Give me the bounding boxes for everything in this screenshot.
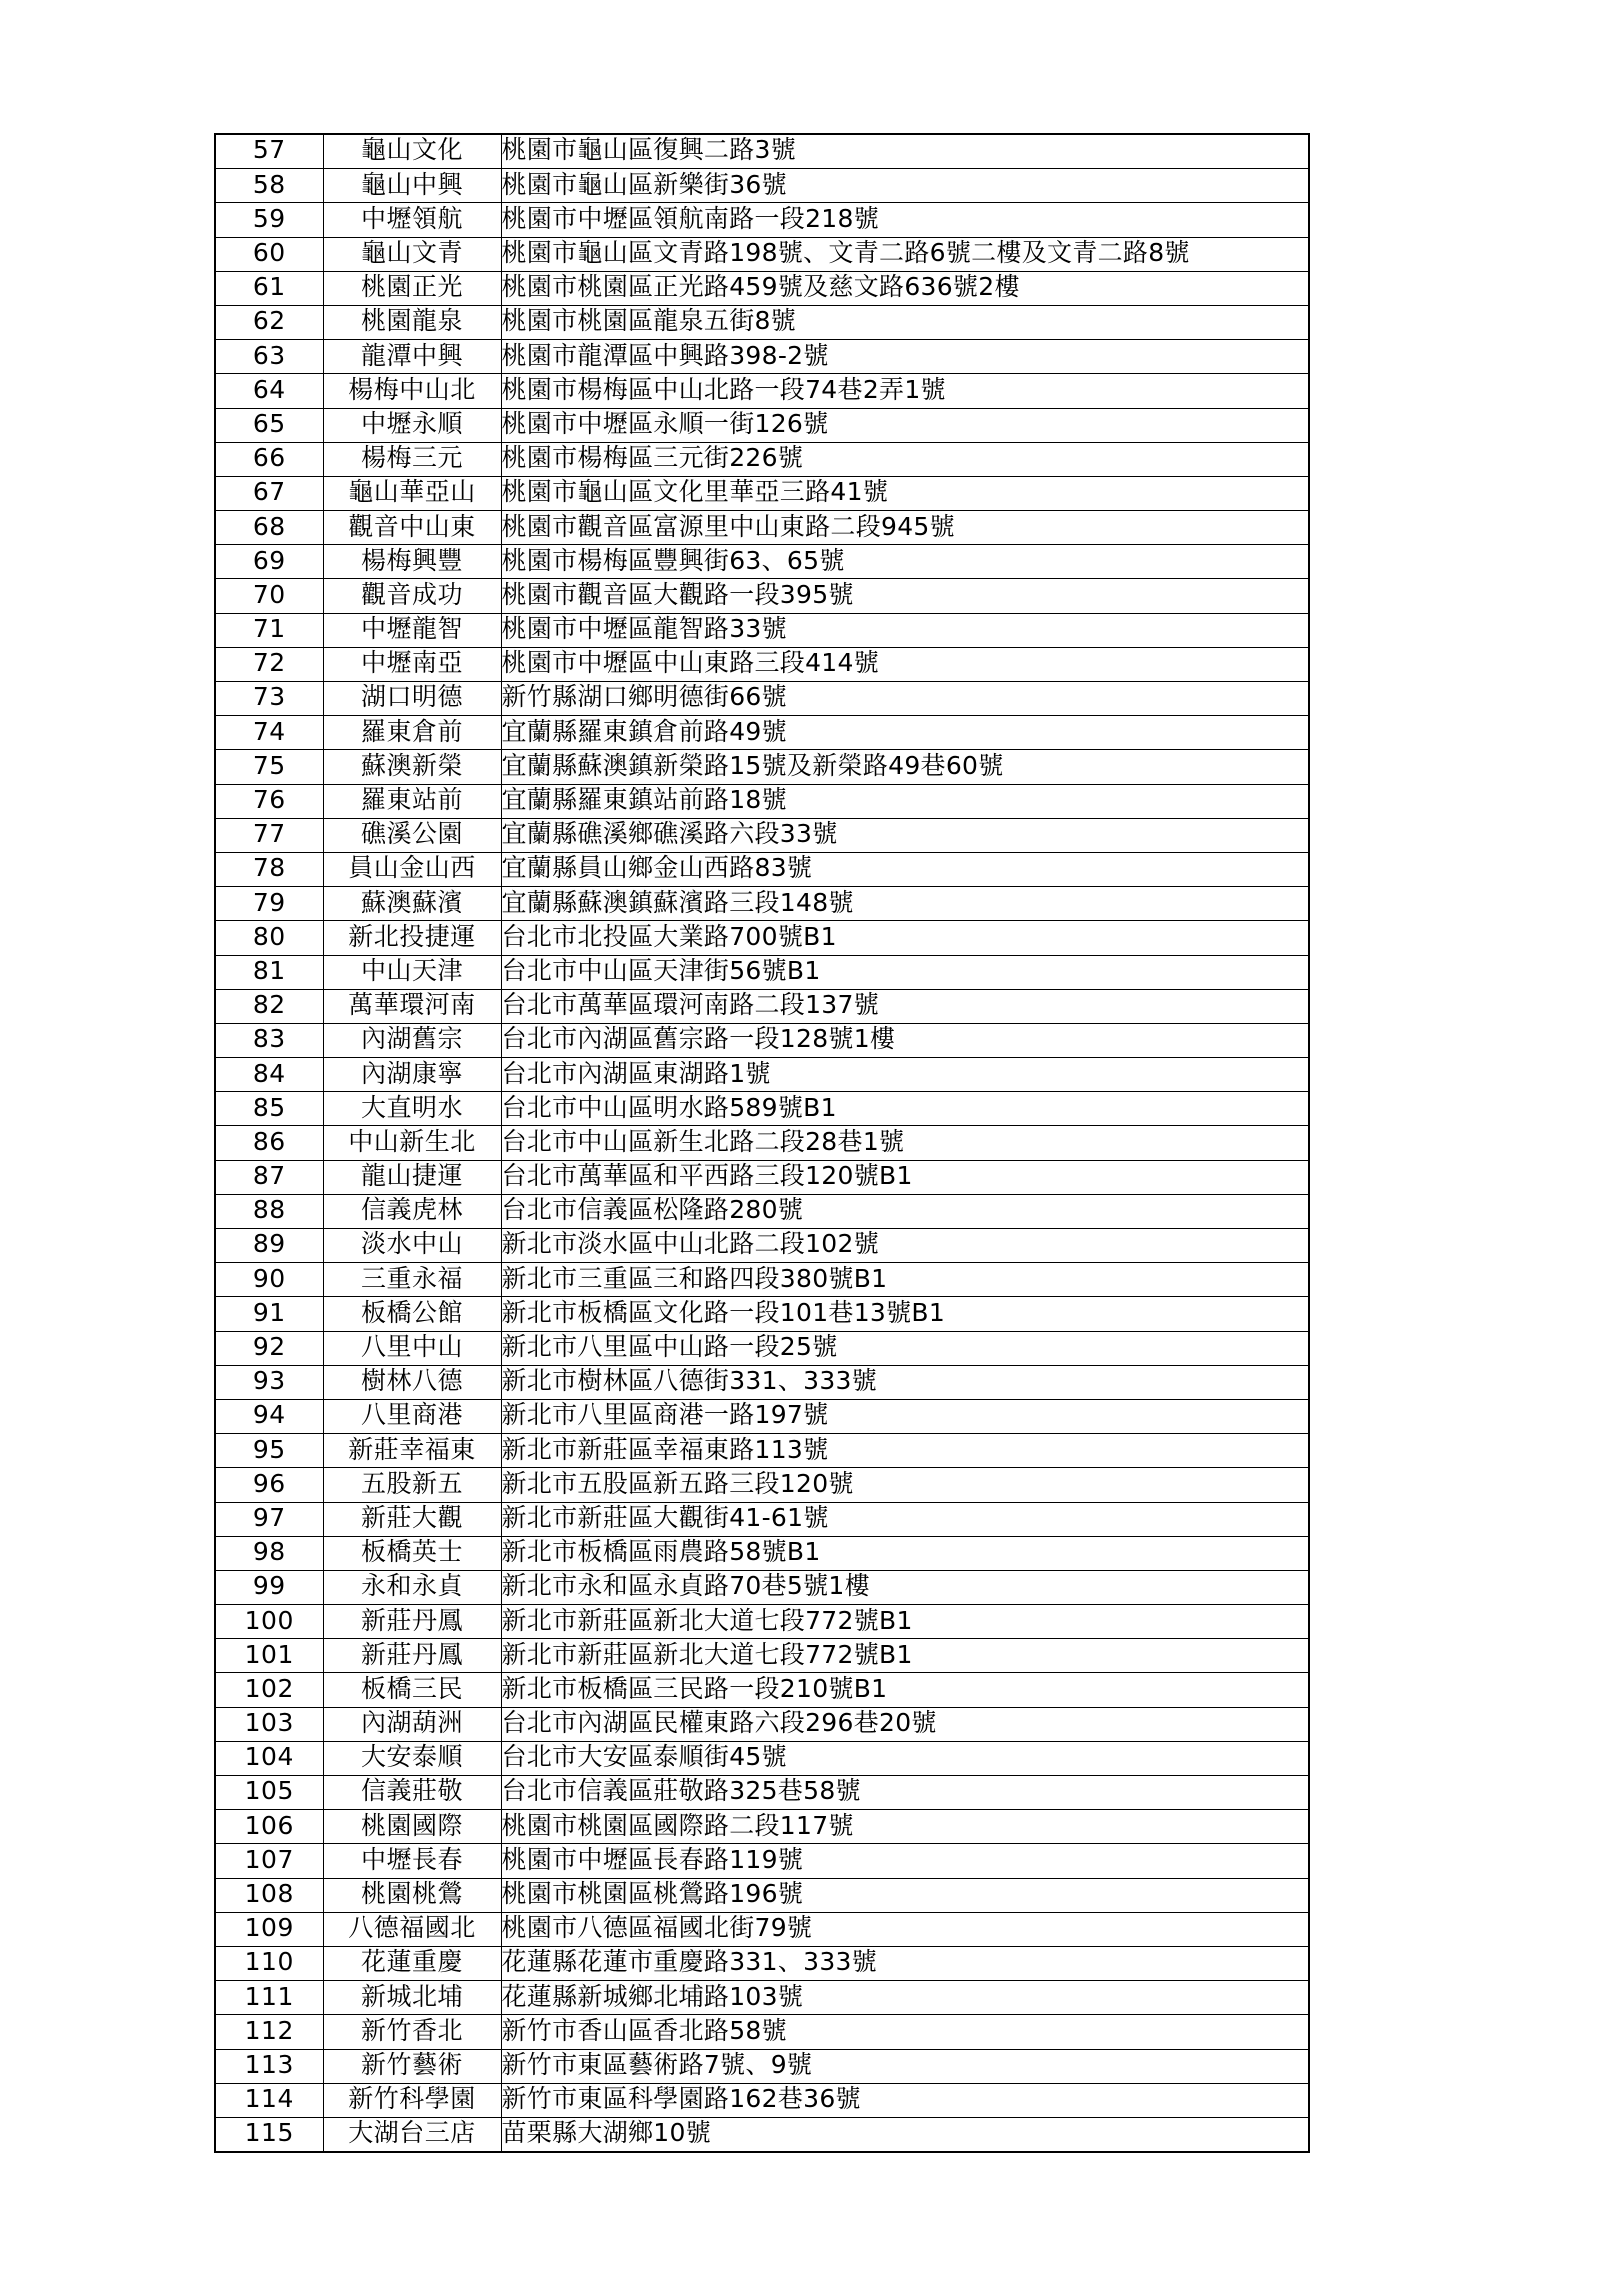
- table-row: [215, 955, 1309, 989]
- store-address-cell: 新北市五股區新五路三段120號: [501, 1468, 1309, 1502]
- table-row: [215, 1707, 1309, 1741]
- store-address-cell: 宜蘭縣羅東鎮站前路18號: [501, 784, 1309, 818]
- store-address-cell: 新北市新莊區大觀街41-61號: [501, 1502, 1309, 1536]
- store-name-cell: 龜山文化: [323, 134, 501, 169]
- store-address-cell: 花蓮縣花蓮市重慶路331、333號: [501, 1946, 1309, 1980]
- store-address-cell: 桃園市楊梅區中山北路一段74巷2弄1號: [501, 374, 1309, 408]
- table-row: [215, 1297, 1309, 1331]
- store-address-cell: 桃園市龜山區文青路198號、文青二路6號二樓及文青二路8號: [501, 237, 1309, 271]
- row-number-cell: 104: [215, 1741, 323, 1775]
- table-row: [215, 1160, 1309, 1194]
- store-address-cell: 新竹市香山區香北路58號: [501, 2015, 1309, 2049]
- table-row: [215, 1844, 1309, 1878]
- row-number-cell: 86: [215, 1126, 323, 1160]
- store-name-cell: 大直明水: [323, 1092, 501, 1126]
- store-name-cell: 內湖舊宗: [323, 1023, 501, 1057]
- row-number-cell: 91: [215, 1297, 323, 1331]
- store-address-cell: 宜蘭縣礁溪鄉礁溪路六段33號: [501, 818, 1309, 852]
- store-name-cell: 淡水中山: [323, 1229, 501, 1263]
- table-row: [215, 305, 1309, 339]
- table-row: [215, 1946, 1309, 1980]
- row-number-cell: 84: [215, 1058, 323, 1092]
- store-name-cell: 蘇澳蘇濱: [323, 887, 501, 921]
- table-row: [215, 1126, 1309, 1160]
- store-address-cell: 桃園市觀音區富源里中山東路二段945號: [501, 511, 1309, 545]
- store-address-cell: 台北市內湖區舊宗路一段128號1樓: [501, 1023, 1309, 1057]
- table-row: [215, 1229, 1309, 1263]
- store-name-cell: 中壢領航: [323, 203, 501, 237]
- store-address-cell: 台北市內湖區民權東路六段296巷20號: [501, 1707, 1309, 1741]
- table-row: [215, 716, 1309, 750]
- store-address-cell: 桃園市中壢區中山東路三段414號: [501, 647, 1309, 681]
- table-row: [215, 887, 1309, 921]
- store-name-cell: 內湖康寧: [323, 1058, 501, 1092]
- row-number-cell: 60: [215, 237, 323, 271]
- store-name-cell: 桃園國際: [323, 1810, 501, 1844]
- table-row: [215, 682, 1309, 716]
- store-name-cell: 大安泰順: [323, 1741, 501, 1775]
- row-number-cell: 107: [215, 1844, 323, 1878]
- store-address-cell: 新北市八里區商港一路197號: [501, 1399, 1309, 1433]
- store-address-cell: 台北市大安區泰順街45號: [501, 1741, 1309, 1775]
- row-number-cell: 71: [215, 613, 323, 647]
- store-name-cell: 員山金山西: [323, 852, 501, 886]
- row-number-cell: 103: [215, 1707, 323, 1741]
- table-row: [215, 134, 1309, 169]
- store-address-cell: 宜蘭縣蘇澳鎮新榮路15號及新榮路49巷60號: [501, 750, 1309, 784]
- store-name-cell: 八德福國北: [323, 1912, 501, 1946]
- store-name-cell: 八里商港: [323, 1399, 501, 1433]
- row-number-cell: 89: [215, 1229, 323, 1263]
- store-name-cell: 新城北埔: [323, 1981, 501, 2015]
- table-row: [215, 1536, 1309, 1570]
- row-number-cell: 70: [215, 579, 323, 613]
- row-number-cell: 88: [215, 1194, 323, 1228]
- table-row: [215, 613, 1309, 647]
- store-name-cell: 龜山文青: [323, 237, 501, 271]
- row-number-cell: 97: [215, 1502, 323, 1536]
- store-table-body: [215, 134, 1309, 2152]
- store-address-cell: 桃園市龜山區新樂街36號: [501, 169, 1309, 203]
- table-row: [215, 340, 1309, 374]
- row-number-cell: 111: [215, 1981, 323, 2015]
- store-address-cell: 新北市板橋區三民路一段210號B1: [501, 1673, 1309, 1707]
- table-row: [215, 2049, 1309, 2083]
- store-name-cell: 龍潭中興: [323, 340, 501, 374]
- store-address-cell: 花蓮縣新城鄉北埔路103號: [501, 1981, 1309, 2015]
- store-address-cell: 新北市新莊區新北大道七段772號B1: [501, 1605, 1309, 1639]
- store-address-cell: 台北市中山區新生北路二段28巷1號: [501, 1126, 1309, 1160]
- table-row: [215, 1092, 1309, 1126]
- store-name-cell: 新莊幸福東: [323, 1434, 501, 1468]
- store-address-cell: 台北市北投區大業路700號B1: [501, 921, 1309, 955]
- row-number-cell: 64: [215, 374, 323, 408]
- row-number-cell: 81: [215, 955, 323, 989]
- row-number-cell: 76: [215, 784, 323, 818]
- store-address-cell: 桃園市桃園區桃鶯路196號: [501, 1878, 1309, 1912]
- store-address-cell: 新北市新莊區新北大道七段772號B1: [501, 1639, 1309, 1673]
- store-name-cell: 信義虎林: [323, 1194, 501, 1228]
- row-number-cell: 93: [215, 1365, 323, 1399]
- store-name-cell: 湖口明德: [323, 682, 501, 716]
- store-address-cell: 新北市樹林區八德街331、333號: [501, 1365, 1309, 1399]
- row-number-cell: 94: [215, 1399, 323, 1433]
- table-row: [215, 1810, 1309, 1844]
- table-row: [215, 921, 1309, 955]
- table-row: [215, 1912, 1309, 1946]
- table-row: [215, 989, 1309, 1023]
- table-row: [215, 2015, 1309, 2049]
- store-address-cell: 台北市中山區天津街56號B1: [501, 955, 1309, 989]
- table-row: [215, 647, 1309, 681]
- table-row: [215, 374, 1309, 408]
- store-name-cell: 八里中山: [323, 1331, 501, 1365]
- store-address-cell: 宜蘭縣蘇澳鎮蘇濱路三段148號: [501, 887, 1309, 921]
- table-row: [215, 1776, 1309, 1810]
- table-row: [215, 545, 1309, 579]
- store-address-cell: 新北市板橋區雨農路58號B1: [501, 1536, 1309, 1570]
- store-name-cell: 永和永貞: [323, 1570, 501, 1604]
- store-name-cell: 龜山中興: [323, 169, 501, 203]
- row-number-cell: 68: [215, 511, 323, 545]
- store-address-cell: 台北市信義區莊敬路325巷58號: [501, 1776, 1309, 1810]
- store-address-cell: 桃園市龜山區復興二路3號: [501, 134, 1309, 169]
- store-name-cell: 中壢永順: [323, 408, 501, 442]
- row-number-cell: 99: [215, 1570, 323, 1604]
- table-row: [215, 750, 1309, 784]
- store-address-cell: 桃園市中壢區領航南路一段218號: [501, 203, 1309, 237]
- store-address-cell: 台北市萬華區環河南路二段137號: [501, 989, 1309, 1023]
- row-number-cell: 75: [215, 750, 323, 784]
- table-row: [215, 1981, 1309, 2015]
- store-address-cell: 桃園市八德區福國北街79號: [501, 1912, 1309, 1946]
- row-number-cell: 106: [215, 1810, 323, 1844]
- store-address-cell: 桃園市龍潭區中興路398-2號: [501, 340, 1309, 374]
- table-row: [215, 1673, 1309, 1707]
- row-number-cell: 82: [215, 989, 323, 1023]
- table-row: [215, 579, 1309, 613]
- store-address-cell: 宜蘭縣羅東鎮倉前路49號: [501, 716, 1309, 750]
- store-name-cell: 萬華環河南: [323, 989, 501, 1023]
- store-address-cell: 桃園市觀音區大觀路一段395號: [501, 579, 1309, 613]
- store-address-cell: 新北市八里區中山路一段25號: [501, 1331, 1309, 1365]
- store-name-cell: 中壢長春: [323, 1844, 501, 1878]
- store-address-cell: 桃園市桃園區國際路二段117號: [501, 1810, 1309, 1844]
- table-row: [215, 1331, 1309, 1365]
- store-name-cell: 礁溪公園: [323, 818, 501, 852]
- row-number-cell: 78: [215, 852, 323, 886]
- store-address-cell: 桃園市中壢區永順一街126號: [501, 408, 1309, 442]
- row-number-cell: 83: [215, 1023, 323, 1057]
- row-number-cell: 102: [215, 1673, 323, 1707]
- store-address-cell: 新北市板橋區文化路一段101巷13號B1: [501, 1297, 1309, 1331]
- table-row: [215, 1194, 1309, 1228]
- table-row: [215, 1058, 1309, 1092]
- store-address-cell: 桃園市中壢區長春路119號: [501, 1844, 1309, 1878]
- store-name-cell: 中壢龍智: [323, 613, 501, 647]
- store-address-cell: 新竹市東區藝術路7號、9號: [501, 2049, 1309, 2083]
- store-name-cell: 觀音成功: [323, 579, 501, 613]
- store-address-cell: 新竹市東區科學園路162巷36號: [501, 2083, 1309, 2117]
- row-number-cell: 114: [215, 2083, 323, 2117]
- row-number-cell: 109: [215, 1912, 323, 1946]
- table-row: [215, 408, 1309, 442]
- table-row: [215, 1741, 1309, 1775]
- store-address-cell: 新北市淡水區中山北路二段102號: [501, 1229, 1309, 1263]
- row-number-cell: 77: [215, 818, 323, 852]
- table-row: [215, 169, 1309, 203]
- store-name-cell: 花蓮重慶: [323, 1946, 501, 1980]
- store-name-cell: 桃園龍泉: [323, 305, 501, 339]
- store-address-cell: 苗栗縣大湖鄉10號: [501, 2117, 1309, 2152]
- row-number-cell: 90: [215, 1263, 323, 1297]
- store-address-cell: 台北市萬華區和平西路三段120號B1: [501, 1160, 1309, 1194]
- store-name-cell: 板橋公館: [323, 1297, 501, 1331]
- table-row: [215, 1365, 1309, 1399]
- store-address-cell: 台北市中山區明水路589號B1: [501, 1092, 1309, 1126]
- table-row: [215, 203, 1309, 237]
- store-address-cell: 桃園市楊梅區豐興街63、65號: [501, 545, 1309, 579]
- row-number-cell: 61: [215, 271, 323, 305]
- table-row: [215, 237, 1309, 271]
- store-address-cell: 台北市內湖區東湖路1號: [501, 1058, 1309, 1092]
- table-row: [215, 1878, 1309, 1912]
- store-address-cell: 桃園市桃園區正光路459號及慈文路636號2樓: [501, 271, 1309, 305]
- row-number-cell: 87: [215, 1160, 323, 1194]
- row-number-cell: 74: [215, 716, 323, 750]
- table-row: [215, 852, 1309, 886]
- store-name-cell: 板橋三民: [323, 1673, 501, 1707]
- store-name-cell: 新北投捷運: [323, 921, 501, 955]
- row-number-cell: 58: [215, 169, 323, 203]
- table-row: [215, 442, 1309, 476]
- store-address-cell: 桃園市桃園區龍泉五街8號: [501, 305, 1309, 339]
- store-address-cell: 桃園市龜山區文化里華亞三路41號: [501, 476, 1309, 510]
- store-name-cell: 中山新生北: [323, 1126, 501, 1160]
- row-number-cell: 101: [215, 1639, 323, 1673]
- row-number-cell: 92: [215, 1331, 323, 1365]
- store-name-cell: 楊梅三元: [323, 442, 501, 476]
- store-address-cell: 台北市信義區松隆路280號: [501, 1194, 1309, 1228]
- store-name-cell: 羅東站前: [323, 784, 501, 818]
- row-number-cell: 57: [215, 134, 323, 169]
- store-name-cell: 新竹香北: [323, 2015, 501, 2049]
- store-name-cell: 觀音中山東: [323, 511, 501, 545]
- store-name-cell: 桃園正光: [323, 271, 501, 305]
- table-row: [215, 1468, 1309, 1502]
- store-name-cell: 大湖台三店: [323, 2117, 501, 2152]
- row-number-cell: 72: [215, 647, 323, 681]
- row-number-cell: 96: [215, 1468, 323, 1502]
- table-row: [215, 271, 1309, 305]
- store-name-cell: 龍山捷運: [323, 1160, 501, 1194]
- row-number-cell: 73: [215, 682, 323, 716]
- table-row: [215, 1399, 1309, 1433]
- store-name-cell: 三重永福: [323, 1263, 501, 1297]
- store-location-table: [214, 133, 1310, 2153]
- row-number-cell: 80: [215, 921, 323, 955]
- row-number-cell: 100: [215, 1605, 323, 1639]
- table-row: [215, 2117, 1309, 2152]
- store-name-cell: 中壢南亞: [323, 647, 501, 681]
- table-row: [215, 1570, 1309, 1604]
- table-row: [215, 1605, 1309, 1639]
- store-address-cell: 桃園市楊梅區三元街226號: [501, 442, 1309, 476]
- store-name-cell: 板橋英士: [323, 1536, 501, 1570]
- row-number-cell: 105: [215, 1776, 323, 1810]
- table-row: [215, 1263, 1309, 1297]
- row-number-cell: 62: [215, 305, 323, 339]
- table-row: [215, 1639, 1309, 1673]
- store-name-cell: 新莊丹鳳: [323, 1639, 501, 1673]
- store-name-cell: 樹林八德: [323, 1365, 501, 1399]
- row-number-cell: 108: [215, 1878, 323, 1912]
- row-number-cell: 59: [215, 203, 323, 237]
- table-row: [215, 1502, 1309, 1536]
- store-name-cell: 新竹藝術: [323, 2049, 501, 2083]
- table-row: [215, 476, 1309, 510]
- store-address-cell: 新北市新莊區幸福東路113號: [501, 1434, 1309, 1468]
- store-name-cell: 新竹科學園: [323, 2083, 501, 2117]
- row-number-cell: 113: [215, 2049, 323, 2083]
- row-number-cell: 69: [215, 545, 323, 579]
- table-row: [215, 1023, 1309, 1057]
- store-address-cell: 桃園市中壢區龍智路33號: [501, 613, 1309, 647]
- row-number-cell: 66: [215, 442, 323, 476]
- row-number-cell: 67: [215, 476, 323, 510]
- store-name-cell: 楊梅興豐: [323, 545, 501, 579]
- store-name-cell: 楊梅中山北: [323, 374, 501, 408]
- store-name-cell: 龜山華亞山: [323, 476, 501, 510]
- store-address-cell: 宜蘭縣員山鄉金山西路83號: [501, 852, 1309, 886]
- store-name-cell: 羅東倉前: [323, 716, 501, 750]
- table-row: [215, 2083, 1309, 2117]
- store-name-cell: 新莊丹鳳: [323, 1605, 501, 1639]
- store-name-cell: 信義莊敬: [323, 1776, 501, 1810]
- store-name-cell: 蘇澳新榮: [323, 750, 501, 784]
- row-number-cell: 65: [215, 408, 323, 442]
- table-row: [215, 784, 1309, 818]
- store-address-cell: 新竹縣湖口鄉明德街66號: [501, 682, 1309, 716]
- store-name-cell: 桃園桃鶯: [323, 1878, 501, 1912]
- row-number-cell: 95: [215, 1434, 323, 1468]
- row-number-cell: 98: [215, 1536, 323, 1570]
- row-number-cell: 79: [215, 887, 323, 921]
- store-address-cell: 新北市三重區三和路四段380號B1: [501, 1263, 1309, 1297]
- store-table-container: [214, 133, 1308, 2153]
- table-row: [215, 818, 1309, 852]
- store-name-cell: 五股新五: [323, 1468, 501, 1502]
- row-number-cell: 115: [215, 2117, 323, 2152]
- row-number-cell: 110: [215, 1946, 323, 1980]
- table-row: [215, 511, 1309, 545]
- row-number-cell: 112: [215, 2015, 323, 2049]
- store-name-cell: 中山天津: [323, 955, 501, 989]
- store-address-cell: 新北市永和區永貞路70巷5號1樓: [501, 1570, 1309, 1604]
- table-row: [215, 1434, 1309, 1468]
- store-name-cell: 新莊大觀: [323, 1502, 501, 1536]
- store-name-cell: 內湖葫洲: [323, 1707, 501, 1741]
- row-number-cell: 63: [215, 340, 323, 374]
- row-number-cell: 85: [215, 1092, 323, 1126]
